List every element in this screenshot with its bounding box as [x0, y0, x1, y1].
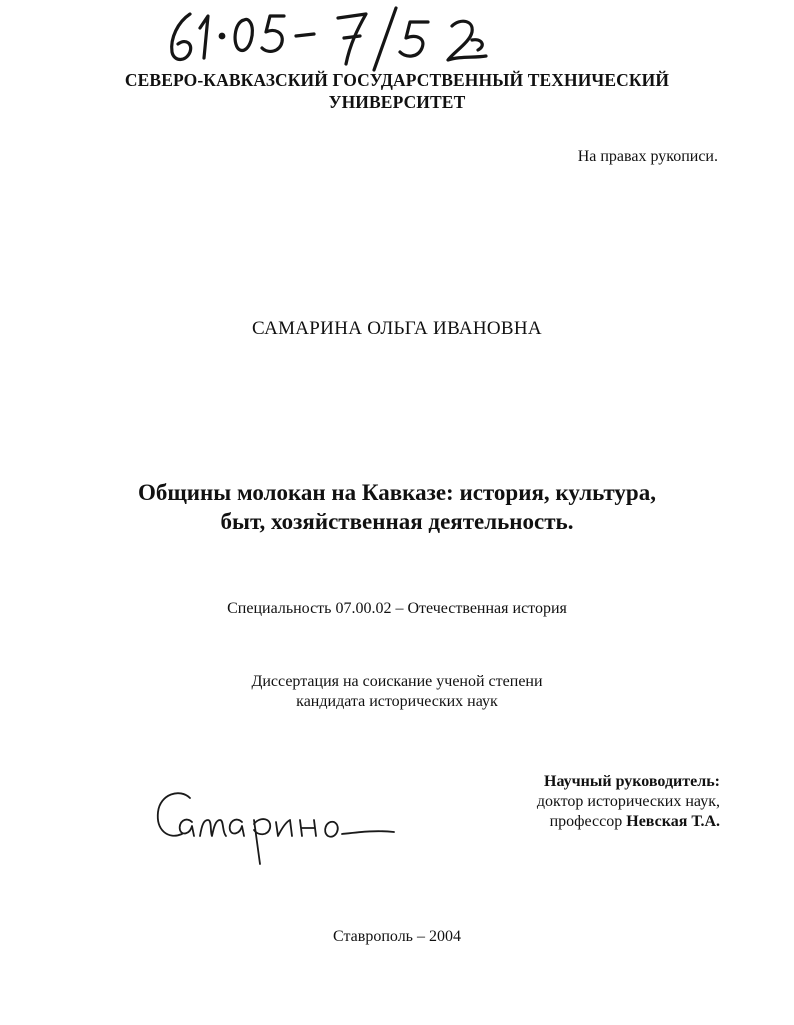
supervisor-block [400, 772, 720, 832]
title-line-1: Общины молокан на Кавказе: история, культура, [138, 480, 656, 505]
degree-statement-line-2: кандидата исторических наук [296, 693, 498, 710]
author-signature [150, 778, 400, 868]
supervisor-title: профессор [549, 813, 623, 830]
degree-statement-line-1: Диссертация на соискание ученой степени [251, 673, 543, 690]
supervisor-degree: доктор исторических наук, [536, 793, 720, 810]
title-line-2: быт, хозяйственная деятельность. [220, 509, 574, 534]
university-name-line-2: УНИВЕРСИТЕТ [328, 92, 466, 112]
dissertation-title [0, 478, 794, 536]
city-and-year: Ставрополь – 2004 [333, 928, 461, 945]
supervisor-name: Невская Т.А. [626, 813, 720, 830]
university-name-line-1: СЕВЕРО-КАВКАЗСКИЙ ГОСУДАРСТВЕННЫЙ ТЕХНИЧЕСКИЙ [124, 70, 670, 90]
specialty-line: Специальность 07.00.02 – Отечественная история [227, 600, 567, 617]
university-name [0, 69, 794, 113]
manuscript-note: На правах рукописи. [577, 148, 718, 165]
degree-statement [0, 672, 794, 712]
supervisor-name-line [400, 812, 720, 832]
handwritten-archive-code [160, 0, 520, 72]
supervisor-heading: Научный руководитель: [544, 773, 720, 790]
author-name: САМАРИНА ОЛЬГА ИВАНОВНА [252, 318, 542, 339]
